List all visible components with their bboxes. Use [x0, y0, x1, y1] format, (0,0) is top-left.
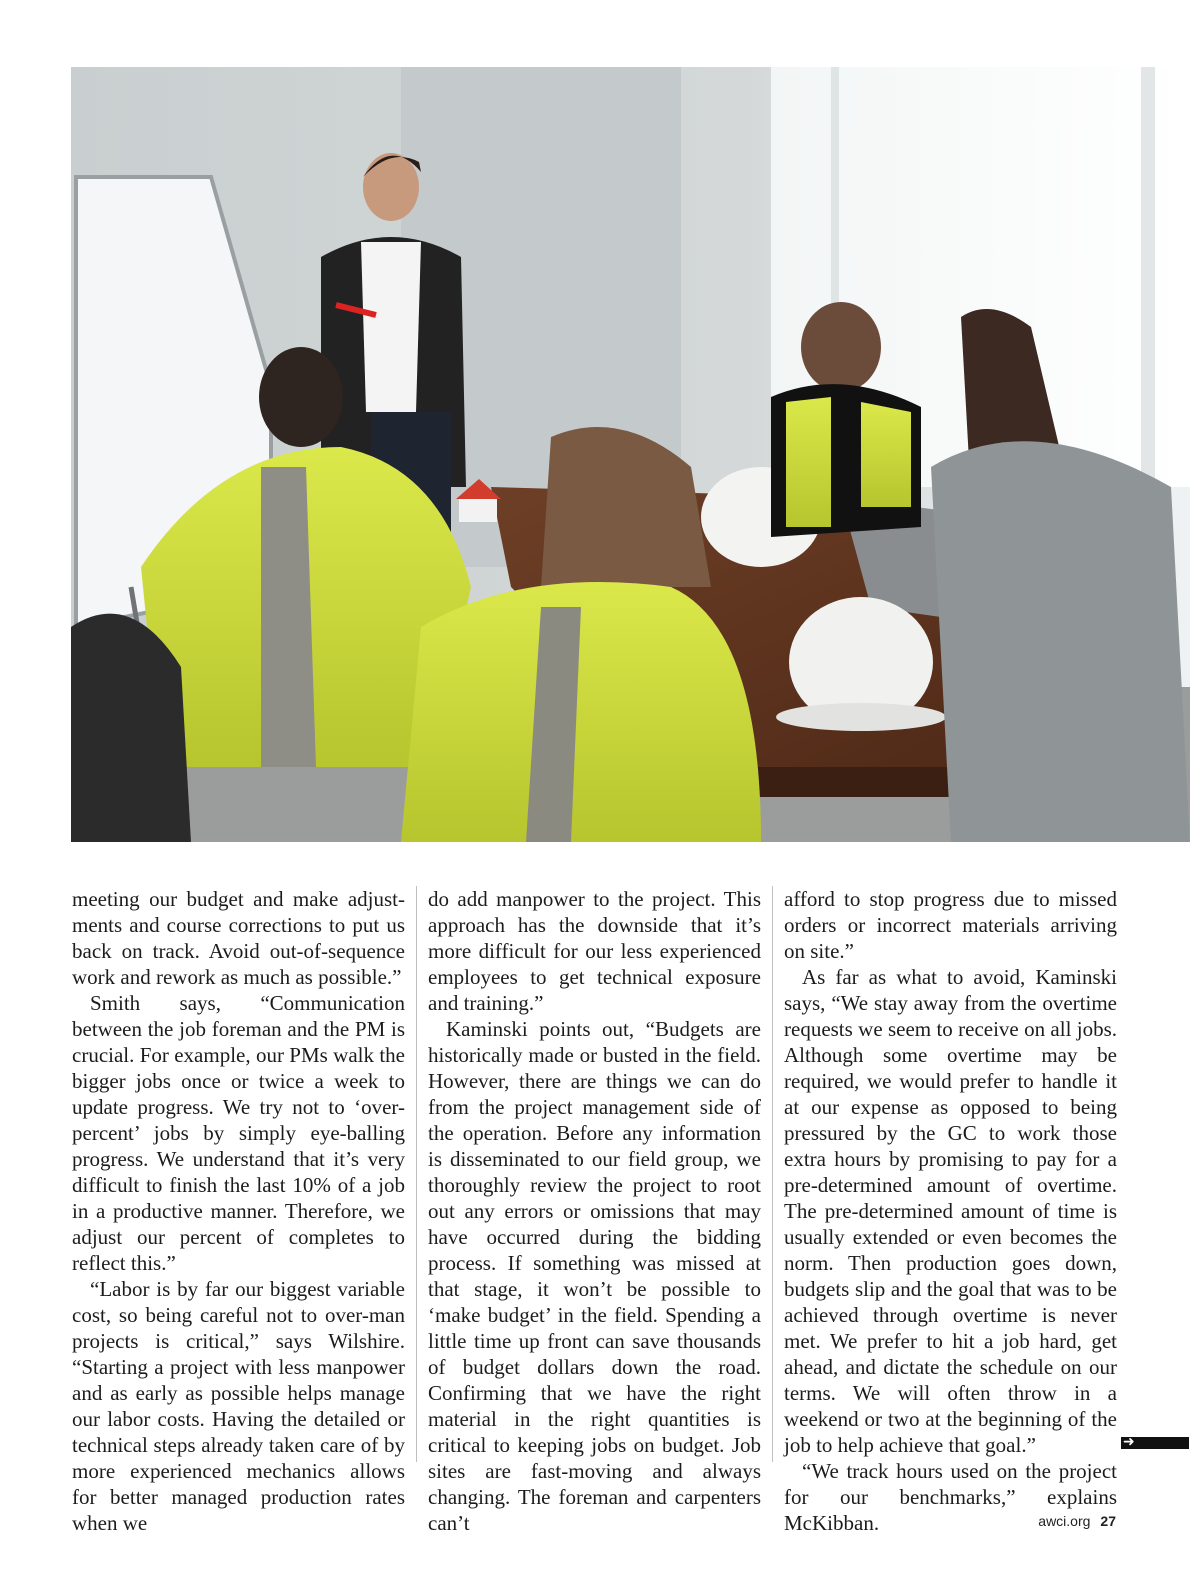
article-column-3 [784, 886, 1117, 1536]
paragraph: meeting our budget and make adjustments and course corrections to put us back on track. Avoid out-of-sequence work and rework as much as possible.” [72, 887, 405, 989]
site-url: awci.org [1038, 1513, 1091, 1529]
column-divider [772, 886, 773, 1462]
paragraph: afford to stop progress due to missed orders or incorrect materials arriving on site.” [784, 887, 1117, 963]
article-photo [71, 67, 1190, 842]
arrow-right-icon: ➜ [1121, 1437, 1189, 1449]
page-number: 27 [1100, 1513, 1116, 1529]
page-footer [1038, 1513, 1116, 1529]
paragraph: “We track hours used on the project for our benchmarks,” explains McKibban. [784, 1459, 1117, 1535]
paragraph: do add manpower to the project. This approach has the downside that it’s more difficult for our less experienced employees to get technical exposure and training.” [428, 887, 761, 1015]
paragraph: Smith says, “Communication between the job foreman and the PM is crucial. For example, our PMs walk the bigger jobs once or twice a week to update progress. We try not to ‘over-percent’ jobs by simply eye-balling progress. We understand that it’s very difficult to finish the last 10% of a job in a productive manner. Therefore, we adjust our percent of completes to reflect this.” [72, 991, 405, 1275]
paragraph: Kaminski points out, “Budgets are historically made or busted in the field. However, there are things we can do from the project management side of the operation. Before any information is disseminated to our field group, we thoroughly review the project to root out any errors or omissions that may have occurred during the bidding process. If something was missed at that stage, it won’t be possible to ‘make budget’ in the field. Spending a little time up front can save thousands of budget dollars down the road. Confirming that we have the right material in the right quantities is critical to keeping jobs on budget. Job sites are fast-moving and always changing. The foreman and carpenters can’t [428, 1017, 761, 1535]
paragraph: “Labor is by far our biggest variable cost, so being careful not to over-man projects is critical,” says Wilshire. “Starting a project with less manpower and as early as possible helps manage our labor costs. Having the detailed or technical steps already taken care of by more experienced mechanics allows for better managed production rates when we [72, 1277, 405, 1535]
article-column-2 [428, 886, 761, 1536]
article-column-1 [72, 886, 405, 1536]
paragraph: As far as what to avoid, Kaminski says, “We stay away from the overtime requests we seem to receive on all jobs. Although some overtime may be required, we would prefer to handle it at our expense as opposed to being pressured by the GC to work those extra hours by promising to pay for a pre-determined amount of overtime. The pre-determined amount of time is usually extended or even becomes the norm. Then production goes down, budgets slip and the goal that was to be achieved through overtime is never met. We prefer to hit a job hard, get ahead, and dictate the schedule on our terms. We will often throw in a weekend or two at the beginning of the job to help achieve that goal.” [784, 965, 1117, 1457]
column-divider [416, 886, 417, 1462]
